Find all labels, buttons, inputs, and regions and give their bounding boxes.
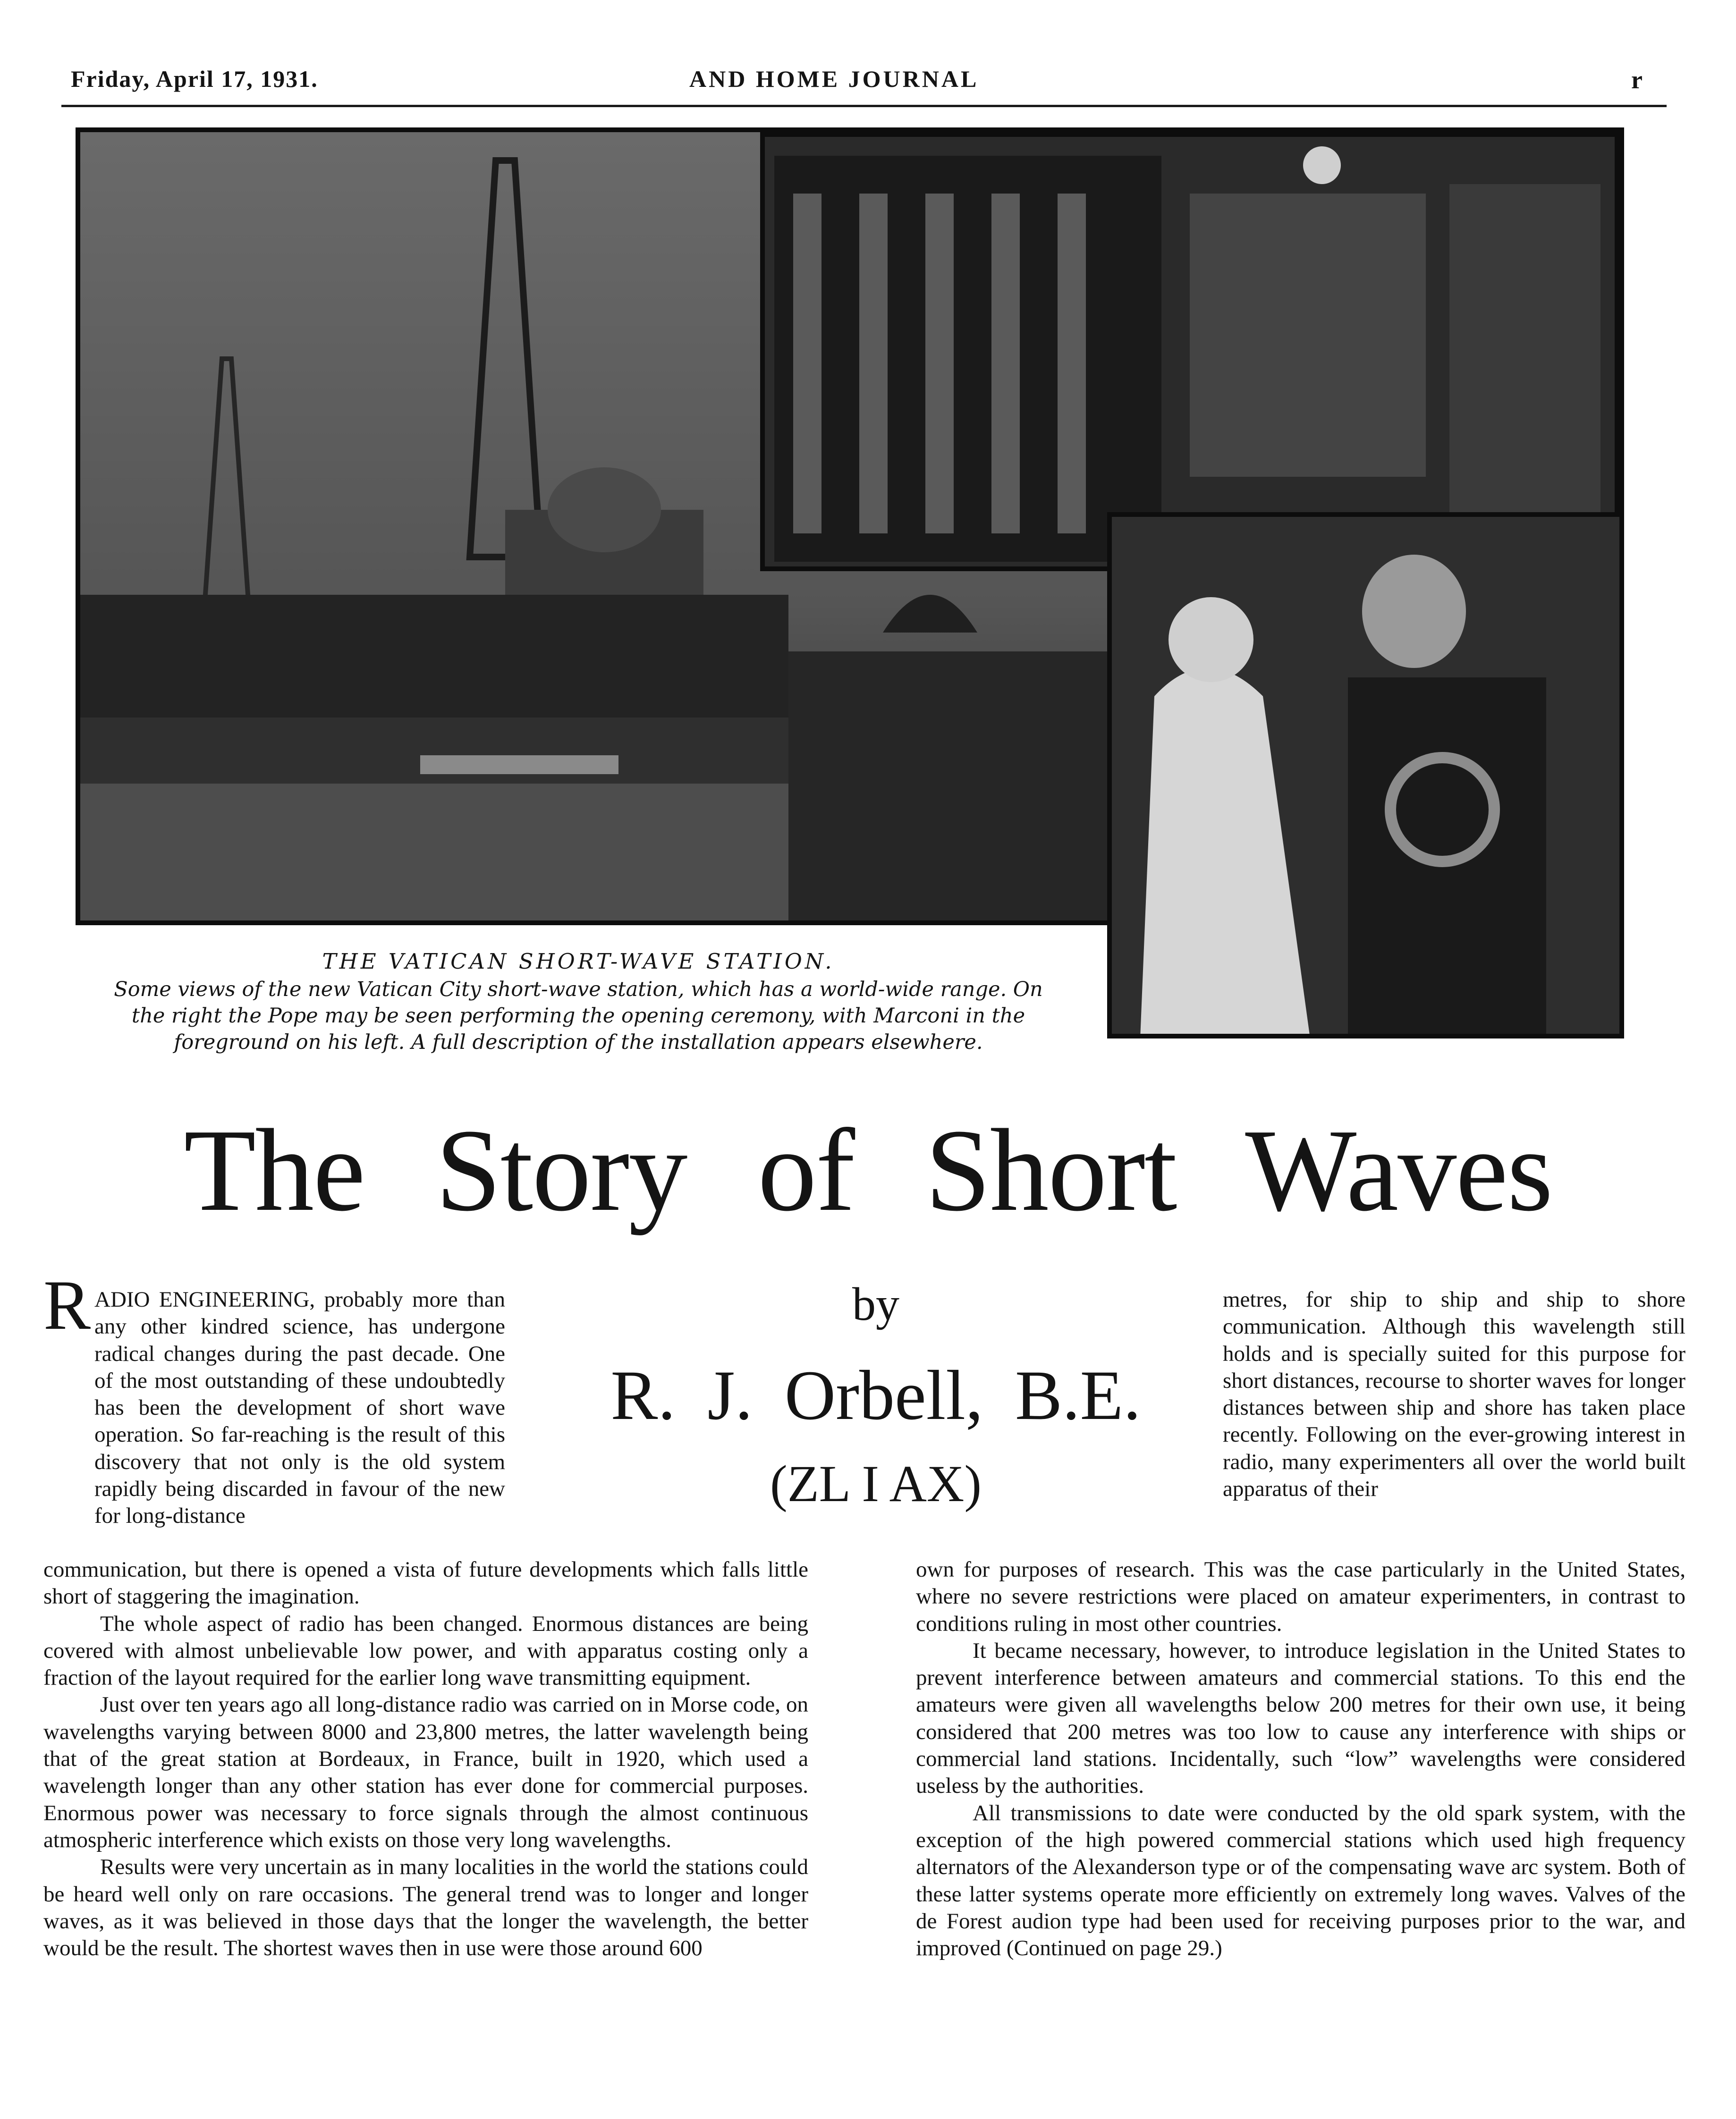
wall-clock-icon (1303, 146, 1341, 184)
paragraph: The whole aspect of radio has been changed. Enormous distances are being covered with almost unbelievable low power, and with apparatus costing only a fraction of the layout required for the earlier long wave transmitting equipment. (43, 1611, 808, 1690)
column-2 (916, 1556, 1685, 1962)
header-rule (61, 105, 1667, 107)
paragraph: communication, but there is opened a vista of future developments which falls little short of staggering the imagination. (43, 1557, 808, 1609)
page-number: r (1631, 66, 1643, 94)
byline-by: by (852, 1278, 899, 1330)
paragraph: own for purposes of research. This was the case particularly in the United States, where no severe restrictions were placed on amateur experimenters, in contrast to conditions ruling in most other countries. (916, 1557, 1685, 1636)
publication-title: AND HOME JOURNAL (689, 66, 979, 92)
photo-caption-body: Some views of the new Vatican City short-wave station, which has a world-wide range. On the right the Pope may be seen performing the opening ceremony, with Marconi in the foreground on his left. A full description of the installation appears elsewhere. (114, 978, 1043, 1054)
column-1 (43, 1556, 808, 1962)
paragraph: ADIO ENGINEERING, probably more than any other kindred science, has undergone radical changes during the past decade. One of the most outstanding of these undoubtedly has been the development of short wave operation. So far-reaching is the result of this discovery that not only is the old system rapidly being discarded in favour of the new for long-distance (94, 1287, 505, 1528)
photo-caption-title: THE VATICAN SHORT-WAVE STATION. (322, 949, 835, 974)
paragraph: All transmissions to date were conducted by the old spark system, with the exception of the high powered commercial stations which used high frequency alternators of the Alexanderson type or of the compensating wave arc system. Both of these latter systems operate more efficiently on extremely long waves. Valves of the de Forest audion type had been used for receiving purposes prior to the war, and improved (Continued on page 29.) (916, 1800, 1685, 1961)
transmitter-room-photo (760, 132, 1619, 571)
opening-ceremony-photo (1107, 512, 1624, 1038)
paragraph: It became necessary, however, to introduce legislation in the United States to prevent interference between amateurs and commercial stations. To this end the amateurs were given all wavelengths below 200 metres for their own use, it being considered that 200 metres was too low to cause any interference with ships or commercial land stations. Incidentally, such “low” wavelengths were considered useless by the authorities. (916, 1638, 1685, 1798)
paragraph: Results were very uncertain as in many localities in the world the stations could be heard well only on rare occasions. The general trend was to longer and longer waves, as it was believed in those days that the longer the wavelength, the better would be the result. The shortest waves then in use were those around 600 (43, 1855, 808, 1961)
author-callsign: (ZL I AX) (770, 1455, 982, 1512)
column-3-lead (1223, 1286, 1685, 1503)
article-title: The Story of Short Waves (184, 1105, 1552, 1236)
author-name: R. J. Orbell, B.E. (610, 1356, 1141, 1435)
paragraph: metres, for ship to ship and ship to shore communication. Although this wavelength still holds and is specially suited for this purpose for short distances, recourse to shorter waves for longer distances between ship and shore has taken place recently. Following on the ever-growing interest in radio, many experimenters all over the world built apparatus of their (1223, 1287, 1685, 1502)
header-date: Friday, April 17, 1931. (71, 66, 318, 92)
paragraph: Just over ten years ago all long-distance radio was carried on in Morse code, on wavelengths varying between 8000 and 23,800 metres, the latter wavelength being that of the great station at Bordeaux, in France, built in 1920, which used a wavelength longer than any other station has ever done for commercial purposes. Enormous power was necessary to force signals through the almost continuous atmospheric interference which exists on those very long wavelengths. (43, 1692, 808, 1852)
drop-cap: R (43, 1266, 91, 1344)
column-1-lead (94, 1286, 505, 1530)
